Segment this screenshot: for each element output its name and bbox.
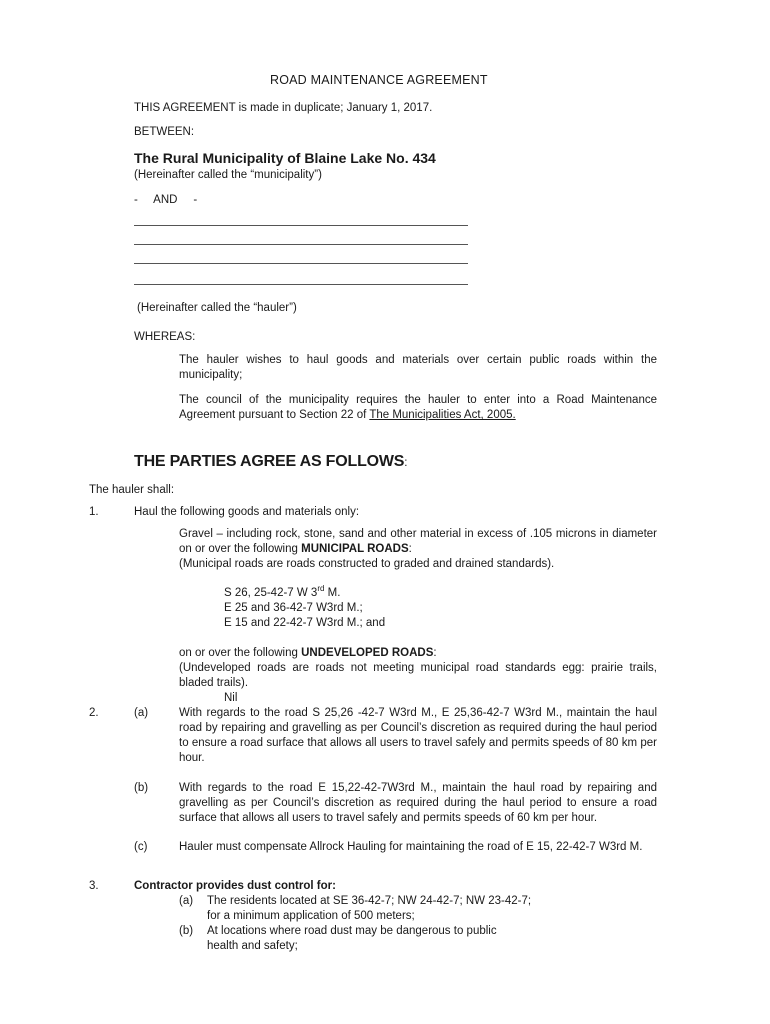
undeveloped-intro-text: on or over the following xyxy=(179,647,302,659)
hauler-called: (Hereinafter called the “hauler”) xyxy=(137,302,297,314)
hauler-name-line-2[interactable] xyxy=(134,244,468,245)
item-2c-label: (c) xyxy=(134,841,148,853)
gravel-text: Gravel – including rock, stone, sand and other material in excess of .105 microns in diameter on or over the following xyxy=(179,528,657,555)
parties-heading xyxy=(134,453,407,471)
whereas-clause-2-text: The council of the municipality requires the hauler to enter into a Road Maintenance Agreement pursuant to Section 22 of xyxy=(179,394,657,421)
item-3a-line-1: The residents located at SE 36-42-7; NW 24-42-7; NW 23-42-7; xyxy=(207,895,532,907)
document-title: ROAD MAINTENANCE AGREEMENT xyxy=(270,73,488,87)
road-1-text: S 26, 25-42-7 W 3 xyxy=(224,587,318,599)
intro-text: THIS AGREEMENT is made in duplicate; January 1, 2017. xyxy=(134,102,433,114)
item-3b-line-2: health and safety; xyxy=(207,940,298,952)
undeveloped-roads-colon: : xyxy=(433,647,437,659)
municipality-name: The Rural Municipality of Blaine Lake No. 434 xyxy=(134,150,436,166)
gravel-description xyxy=(179,527,657,557)
municipal-roads-definition: (Municipal roads are roads constructed to graded and drained standards). xyxy=(179,558,555,570)
hauler-shall-label: The hauler shall: xyxy=(89,484,175,496)
item-2a-text: With regards to the road S 25,26 -42-7 W3rd M., E 25,36-42-7 W3rd M., maintain the haul road by repairing and gravelling as per Council’s discretion as required during the haul period to ensure a road surface that allows all users to travel safely and permits speeds of 80 km per hour. xyxy=(179,707,657,764)
parties-heading-text: THE PARTIES AGREE AS FOLLOWS xyxy=(134,453,405,470)
item-3b-label: (b) xyxy=(179,925,194,937)
item-3-heading: Contractor provides dust control for: xyxy=(134,880,336,892)
hauler-name-line-4[interactable] xyxy=(134,284,468,285)
road-3: E 15 and 22-42-7 W3rd M.; and xyxy=(224,617,386,629)
road-1-suffix: M. xyxy=(324,587,341,599)
whereas-clause-1: The hauler wishes to haul goods and materials over certain public roads within the municipality; xyxy=(179,354,657,381)
item-2c-text: Hauler must compensate Allrock Hauling for maintaining the road of E 15, 22-42-7 W3rd M. xyxy=(179,841,643,853)
item-2b-text: With regards to the road E 15,22-42-7W3rd M., maintain the haul road by repairing and gravelling as per Council’s discretion as required during the haul period to ensure a road surface that allows all users to travel safely and permits speeds of 60 km per hour. xyxy=(179,782,657,824)
item-2a-label: (a) xyxy=(134,707,149,719)
road-2: E 25 and 36-42-7 W3rd M.; xyxy=(224,602,363,614)
item-3b-line-1: At locations where road dust may be dangerous to public xyxy=(207,925,497,937)
item-3a-label: (a) xyxy=(179,895,194,907)
road-1-sup: rd xyxy=(317,584,325,594)
municipal-roads-label: MUNICIPAL ROADS xyxy=(301,543,409,555)
item-1-text: Haul the following goods and materials only: xyxy=(134,506,360,518)
municipalities-act: The Municipalities Act, 2005. xyxy=(369,409,516,421)
hauler-name-line-3[interactable] xyxy=(134,263,468,264)
undeveloped-intro xyxy=(179,646,437,661)
hauler-name-line-1[interactable] xyxy=(134,225,468,226)
item-2b-label: (b) xyxy=(134,782,149,794)
parties-heading-colon: : xyxy=(404,457,408,469)
between-label: BETWEEN: xyxy=(134,126,195,138)
municipality-called: (Hereinafter called the “municipality”) xyxy=(134,169,322,181)
item-2-number: 2. xyxy=(89,707,99,719)
whereas-label: WHEREAS: xyxy=(134,331,196,343)
item-1-number: 1. xyxy=(89,506,99,518)
and-label: - AND - xyxy=(134,194,198,206)
municipal-roads-colon: : xyxy=(408,543,412,555)
item-3-number: 3. xyxy=(89,880,99,892)
road-1 xyxy=(224,586,340,601)
whereas-clause-2 xyxy=(179,393,657,423)
undeveloped-nil: Nil xyxy=(224,692,238,704)
item-3a-line-2: for a minimum application of 500 meters; xyxy=(207,910,415,922)
undeveloped-roads-definition: (Undeveloped roads are roads not meeting municipal road standards egg: prairie trails, bladed trails). xyxy=(179,662,657,689)
undeveloped-roads-label: UNDEVELOPED ROADS xyxy=(301,647,434,659)
